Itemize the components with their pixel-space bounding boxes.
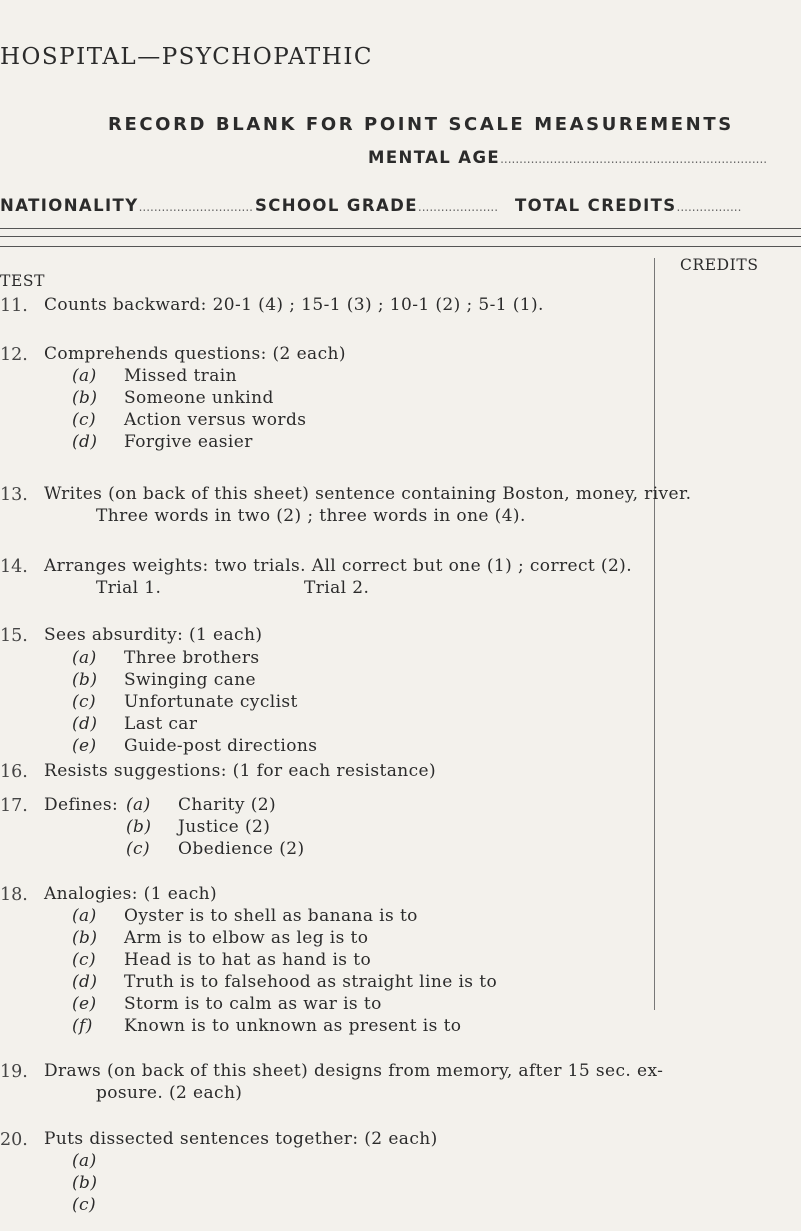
test-19-text-line2: posure. (2 each)	[96, 1083, 243, 1103]
test-13-text: Writes (on back of this sheet) sentence containing Boston, money, river.	[44, 484, 692, 504]
mental-age-label: MENTAL AGE	[368, 148, 501, 167]
list-item: (f) Known is to unknown as present is to	[72, 1016, 462, 1036]
list-item: (a) Three brothers	[72, 648, 260, 668]
list-item: (a) Charity (2)	[126, 795, 276, 815]
list-item: (e) Storm is to calm as war is to	[72, 994, 382, 1014]
total-credits-blank: .................	[676, 200, 742, 214]
list-item: (a) Oyster is to shell as banana is to	[72, 906, 418, 926]
list-item: (b) Justice (2)	[126, 817, 271, 837]
list-item: (c) Obedience (2)	[126, 839, 305, 859]
school-grade-field	[255, 196, 498, 215]
test-18-number: 18.	[0, 885, 28, 905]
test-15-number: 15.	[0, 626, 28, 646]
record-blank-title: RECORD BLANK FOR POINT SCALE MEASUREMENTS	[108, 114, 734, 135]
school-grade-blank: .....................	[417, 200, 499, 214]
test-19-text: Draws (on back of this sheet) designs from memory, after 15 sec. ex-	[44, 1061, 664, 1081]
trial-2-label: Trial 2.	[304, 578, 370, 598]
total-credits-field	[515, 196, 741, 215]
list-item: (d) Last car	[72, 714, 198, 734]
test-13-text-line2: Three words in two (2) ; three words in one (4).	[96, 506, 526, 526]
nationality-blank: ..............................	[138, 200, 253, 214]
test-14-number: 14.	[0, 557, 28, 577]
list-item: (d) Forgive easier	[72, 432, 253, 452]
list-item: (c) Unfortunate cyclist	[72, 692, 298, 712]
test-column-header: TEST	[0, 272, 46, 290]
test-19-number: 19.	[0, 1062, 28, 1082]
nationality-field	[0, 196, 253, 215]
header-rule-1	[0, 228, 801, 229]
list-item: (a) Missed train	[72, 366, 237, 386]
test-12-number: 12.	[0, 345, 28, 365]
test-17-text: Defines:	[44, 795, 119, 815]
test-20-number: 20.	[0, 1130, 28, 1150]
hospital-title: HOSPITAL—PSYCHOPATHIC	[0, 44, 374, 70]
test-11-number: 11.	[0, 296, 28, 316]
credits-column-header: CREDITS	[680, 256, 759, 274]
list-item: (b) Swinging cane	[72, 670, 257, 690]
test-13-number: 13.	[0, 485, 28, 505]
mental-age-blank: ......................................................................	[500, 152, 768, 166]
list-item: (b) Arm is to elbow as leg is to	[72, 928, 369, 948]
header-rule-3	[0, 246, 801, 247]
test-17-number: 17.	[0, 796, 28, 816]
list-item: (a)	[72, 1151, 97, 1171]
test-15-text: Sees absurdity: (1 each)	[44, 625, 263, 645]
trial-1-label: Trial 1.	[96, 578, 162, 598]
mental-age-field	[368, 148, 767, 167]
list-item: (c)	[72, 1195, 96, 1215]
list-item: (c) Head is to hat as hand is to	[72, 950, 372, 970]
list-item: (b) Someone unkind	[72, 388, 274, 408]
test-14-text: Arranges weights: two trials. All correct but one (1) ; correct (2).	[44, 556, 632, 576]
test-20-text: Puts dissected sentences together: (2 each)	[44, 1129, 438, 1149]
credits-column-divider	[654, 258, 655, 1010]
test-12-text: Comprehends questions: (2 each)	[44, 344, 346, 364]
test-11-text: Counts backward: 20-1 (4) ; 15-1 (3) ; 10-1 (2) ; 5-1 (1).	[44, 295, 544, 315]
school-grade-label: SCHOOL GRADE	[255, 196, 418, 215]
test-18-text: Analogies: (1 each)	[44, 884, 218, 904]
nationality-label: NATIONALITY	[0, 196, 139, 215]
list-item: (b)	[72, 1173, 98, 1193]
header-rule-2	[0, 236, 801, 237]
test-16-number: 16.	[0, 762, 28, 782]
list-item: (c) Action versus words	[72, 410, 307, 430]
list-item: (d) Truth is to falsehood as straight line is to	[72, 972, 498, 992]
total-credits-label: TOTAL CREDITS	[515, 196, 677, 215]
list-item: (e) Guide-post directions	[72, 736, 318, 756]
test-16-text: Resists suggestions: (1 for each resistance)	[44, 761, 437, 781]
